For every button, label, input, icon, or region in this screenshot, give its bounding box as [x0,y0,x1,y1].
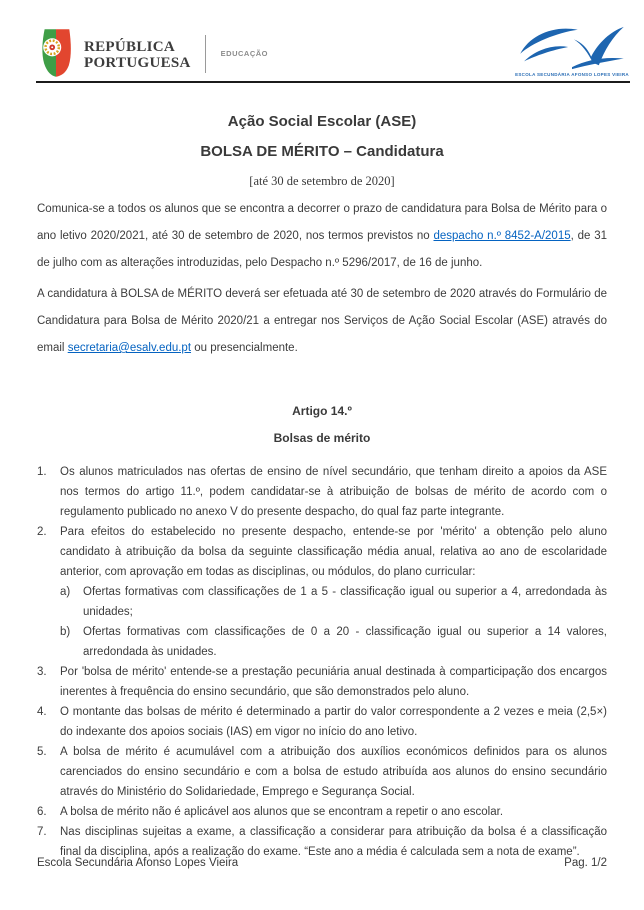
list-item-5-number: 5. [37,746,47,758]
paragraph-2-text-after: ou presencialmente. [191,342,298,354]
intro-paragraph-2 [37,281,607,362]
despacho-link[interactable]: despacho n.º 8452-A/2015 [433,230,571,242]
list-subitem-2a-number: a) [60,586,71,598]
deadline-note: [até 30 de setembro de 2020] [249,174,395,188]
gov-title-line1: REPÚBLICA [84,39,176,55]
list-item-6-text: A bolsa de mérito não é aplicável aos alunos que se encontram a repetir o ano escolar. [60,806,504,818]
doc-title-line-2: BOLSA DE MÉRITO – Candidatura [200,143,444,160]
page-footer [37,857,607,869]
school-logo-icon [518,25,626,71]
article-number-heading: Artigo 14.º [292,404,352,418]
gov-logo-block [37,26,268,80]
list-item-5-text: A bolsa de mérito é acumulável com a atribuição dos auxílios económicos definidos para os alunos carenciados do ensino secundário e com a bolsa de estudo atribuída aos alunos do ensino secundário através do Ministério do Solidariedade, Emprego e Segurança Social. [60,746,607,798]
list-subitem-2a-text: Ofertas formativas com classificações de 1 a 5 - classificação igual ou superior a 4, arredondada às unidades; [83,586,607,618]
list-subitem-2b [60,622,607,662]
ministry-divider [205,35,206,73]
list-item-2-text: Para efeitos do estabelecido no presente despacho, entende-se por 'mérito' a obtenção pelo aluno candidato à atribuição da bolsa da seguinte classificação média anual, relativa ao ano de escolaridade anterior, com aprovação em todas as disciplinas, ou módulos, do plano curricular: [60,526,607,578]
school-logo-block [515,25,629,77]
republica-portuguesa-flag-icon [37,26,75,80]
list-item-4-number: 4. [37,706,47,718]
footer-school-name: Escola Secundária Afonso Lopes Vieira [37,857,239,869]
list-item-7-number: 7. [37,826,47,838]
list-item-1 [37,462,607,522]
school-logo-caption: ESCOLA SECUNDÁRIA AFONSO LOPES VIEIRA [515,72,629,77]
list-item-7-text: Nas disciplinas sujeitas a exame, a classificação a considerar para atribuição da bolsa é a classificação final da disciplina, após a realização do exame. “Este ano a média é calculada sem a nota de exame”. [60,826,607,858]
footer-page-number: Pag. 1/2 [564,857,607,869]
document-content [37,83,607,862]
doc-title-line-1: Ação Social Escolar (ASE) [227,113,417,130]
list-subitem-2b-text: Ofertas formativas com classificações de 0 a 20 - classificação igual ou superior a 14 valores, arredondada às unidades. [83,626,607,658]
paragraph-1-text-before: Comunica-se a todos os alunos que se encontra a decorrer o prazo de candidatura para Bolsa de Mérito para o ano letivo 2020/2021, até 30 de setembro de 2020, nos termos previstos no [37,203,607,242]
merit-rules-list [37,462,607,862]
paragraph-1-text-after: , de 31 de julho com as alterações introduzidas, pelo Despacho n.º 5296/2017, de 16 de junho. [37,230,607,269]
list-item-3-text: Por 'bolsa de mérito' entende-se a prestação pecuniária anual destinada à comparticipação dos encargos inerentes à frequência do ensino secundário, que são demonstrados pelo aluno. [60,666,607,698]
page-header [0,0,644,83]
article-title-heading: Bolsas de mérito [273,431,371,445]
list-item-1-text: Os alunos matriculados nas ofertas de ensino de nível secundário, que tenham direito a apoios da ASE nos termos do artigo 11.º, podem candidatar-se à atribuição de bolsas de mérito de acordo com o regulamento publicado no anexo V do presente despacho, do qual faz parte integrante. [60,466,607,518]
list-item-6 [37,802,607,822]
gov-logo-title [84,39,191,71]
list-item-3 [37,662,607,702]
list-item-6-number: 6. [37,806,47,818]
list-subitem-2a [60,582,607,622]
intro-paragraph-1 [37,196,607,277]
list-item-3-number: 3. [37,666,47,678]
list-item-2-number: 2. [37,526,47,538]
paragraph-2-text-before: A candidatura à BOLSA de MÉRITO deverá ser efetuada até 30 de setembro de 2020 através do Formulário de Candidatura para Bolsa de Mérito 2020/21 a entregar nos Serviços de Ação Social Escolar (ASE) através do email [37,288,607,354]
list-item-5 [37,742,607,802]
email-link[interactable]: secretaria@esalv.edu.pt [67,342,192,354]
list-subitem-2b-number: b) [60,626,71,638]
list-item-1-number: 1. [37,466,47,478]
list-item-4-text: O montante das bolsas de mérito é determinado a partir do valor correspondente a 2 vezes e meia (2,5×) do indexante dos apoios sociais (IAS) em vigor no início do ano letivo. [60,706,607,738]
list-item-7 [37,822,607,862]
list-item-2 [37,522,607,582]
gov-title-line2: PORTUGUESA [84,55,191,71]
list-item-4 [37,702,607,742]
ministry-label: EDUCAÇÃO [220,48,268,58]
